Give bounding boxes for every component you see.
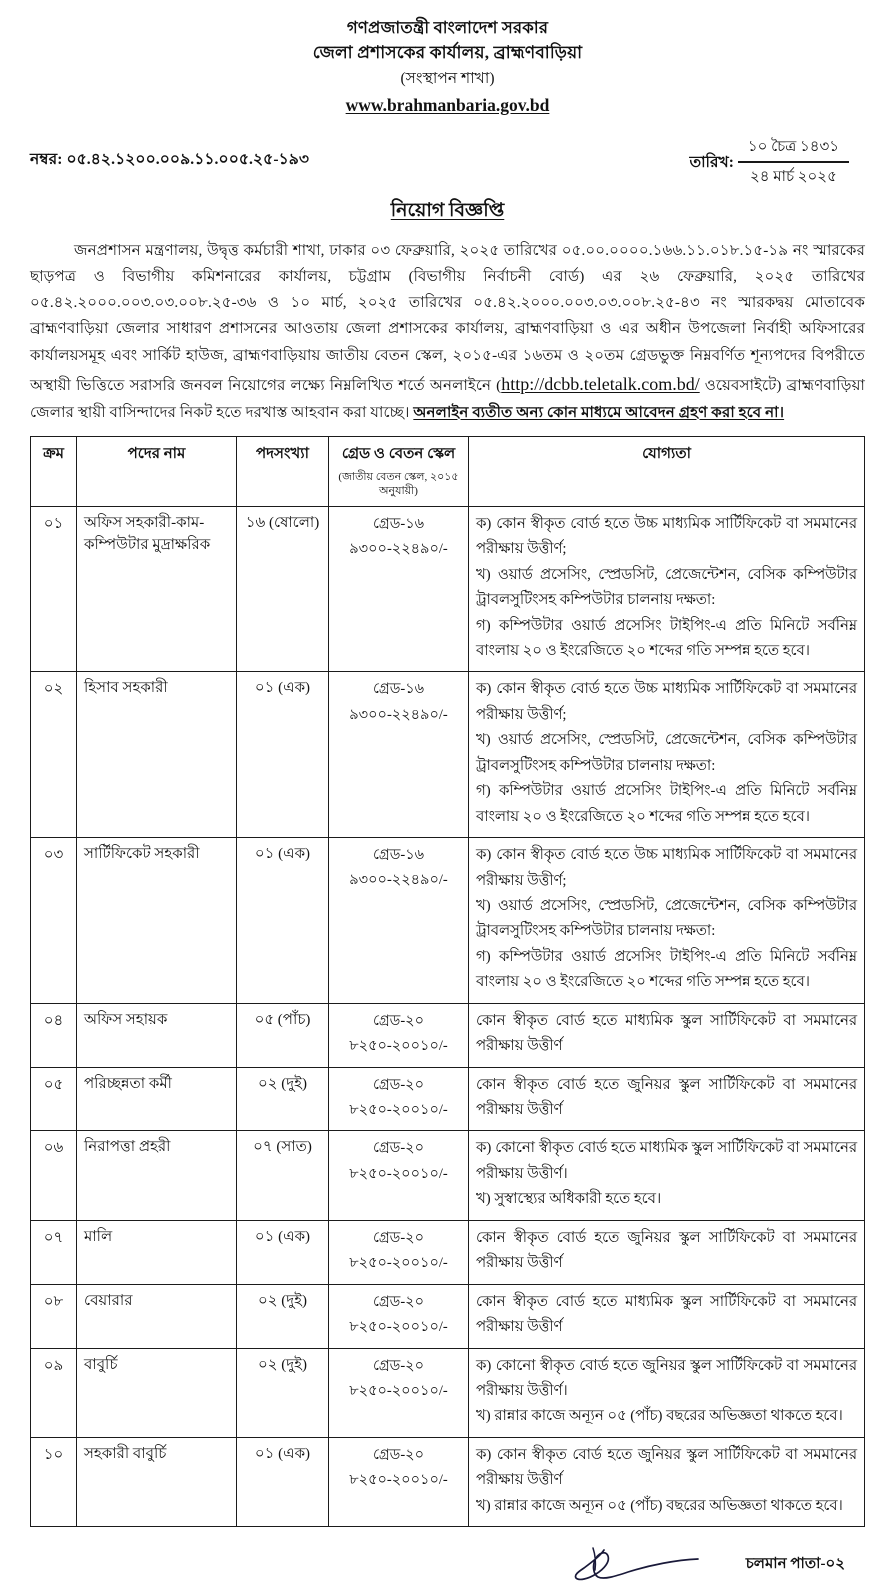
cell-post-name: বেয়ারার xyxy=(77,1284,237,1348)
salary-scale: ৮২৫০-২০০১০/- xyxy=(349,1319,448,1335)
qualification-item: খ) ওয়ার্ড প্রসেসিং, স্প্রেডসিট, প্রেজেন্টেশন, বেসিক কম্পিউটার ট্রাবলসুটিংসহ কম্পিউটার চালনায় দক্ষতা: xyxy=(476,732,857,774)
table-row xyxy=(31,1437,865,1526)
cell-grade xyxy=(329,506,469,672)
grade-name: গ্রেড-২০ xyxy=(372,1293,425,1310)
qualification-item: কোন স্বীকৃত বোর্ড হতে জুনিয়র স্কুল সার্টিফিকেট বা সমমানের পরীক্ষায় উত্তীর্ণ xyxy=(476,1076,857,1118)
cell-qualification xyxy=(469,1131,865,1220)
grade-name: গ্রেড-১৬ xyxy=(372,515,425,532)
salary-scale: ৮২৫০-২০০১০/- xyxy=(349,1101,448,1118)
cell-sl: ০৯ xyxy=(31,1348,77,1437)
cell-post-name: অফিস সহায়ক xyxy=(77,1003,237,1067)
cell-sl: ০৬ xyxy=(31,1131,77,1220)
cell-grade xyxy=(329,1003,469,1067)
grade-name: গ্রেড-২০ xyxy=(372,1012,425,1029)
salary-scale: ৮২৫০-২০০১০/- xyxy=(349,1165,448,1182)
cell-post-count: ০২ (দুই) xyxy=(237,1067,329,1131)
salary-scale: ৮২৫০-২০০১০/- xyxy=(349,1382,448,1399)
table-row xyxy=(31,1067,865,1131)
qualification-item: গ) কম্পিউটার ওয়ার্ড প্রসেসিং টাইপিং-এ প্রতি মিনিটে সর্বনিম্ন বাংলায় ২০ ও ইংরেজিতে ২০ শব্দের গতি সম্পন্ন হতে হবে। xyxy=(476,948,857,991)
qualification-item: ক) কোনো স্বীকৃত বোর্ড হতে মাধ্যমিক স্কুল সার্টিফিকেট বা সমমানের পরীক্ষায় উত্তীর্ণ। xyxy=(476,1140,857,1182)
header-grade-sub: (জাতীয় বেতন স্কেল, ২০১৫ অনুযায়ী) xyxy=(338,470,459,498)
continued-label: চলমান পাতা-০২ xyxy=(745,1555,845,1572)
header-grade xyxy=(329,436,469,506)
salary-scale: ৮২৫০-২০০১০/- xyxy=(349,1472,448,1489)
qualification-item: কোন স্বীকৃত বোর্ড হতে জুনিয়র স্কুল সার্টিফিকেট বা সমমানের পরীক্ষায় উত্তীর্ণ xyxy=(476,1229,857,1272)
cell-sl: ০৩ xyxy=(31,838,77,1004)
cell-grade xyxy=(329,1437,469,1526)
cell-qualification xyxy=(469,1284,865,1348)
cell-grade xyxy=(329,1220,469,1284)
memo-row xyxy=(30,135,865,190)
salary-scale: ৯৩০০-২২৪৯০/- xyxy=(349,706,448,723)
cell-sl: ১০ xyxy=(31,1437,77,1526)
cell-qualification xyxy=(469,1348,865,1437)
grade-name: গ্রেড-২০ xyxy=(372,1229,425,1246)
header-grade-main: গ্রেড ও বেতন স্কেল xyxy=(341,445,456,462)
notice-body xyxy=(30,238,865,426)
office-name: জেলা প্রশাসকের কার্যালয়, ব্রাহ্মণবাড়িয়া xyxy=(312,43,583,63)
cell-sl: ০৫ xyxy=(31,1067,77,1131)
cell-post-name: বাবুর্চি xyxy=(77,1348,237,1437)
table-row xyxy=(31,1284,865,1348)
header-post-name: পদের নাম xyxy=(77,436,237,506)
qualification-item: ক) কোন স্বীকৃত বোর্ড হতে জুনিয়র স্কুল সার্টিফিকেট বা সমমানের পরীক্ষায় উত্তীর্ণ xyxy=(476,1446,857,1489)
table-row xyxy=(31,1003,865,1067)
grade-name: গ্রেড-২০ xyxy=(372,1357,425,1374)
cell-sl: ০৪ xyxy=(31,1003,77,1067)
cell-grade xyxy=(329,1067,469,1131)
table-row xyxy=(31,506,865,672)
table-row xyxy=(31,672,865,838)
cell-qualification xyxy=(469,1220,865,1284)
cell-post-count: ১৬ (ষোলো) xyxy=(237,506,329,672)
qualification-item: ক) কোন স্বীকৃত বোর্ড হতে উচ্চ মাধ্যমিক সার্টিফিকেট বা সমমানের পরীক্ষায় উত্তীর্ণ; xyxy=(476,515,857,558)
cell-grade xyxy=(329,1348,469,1437)
table-row xyxy=(31,1348,865,1437)
table-row xyxy=(31,1220,865,1284)
qualification-item: ক) কোন স্বীকৃত বোর্ড হতে উচ্চ মাধ্যমিক সার্টিফিকেট বা সমমানের পরীক্ষায় উত্তীর্ণ; xyxy=(476,681,857,723)
vacancy-table xyxy=(30,436,865,1527)
header-qualification: যোগ্যতা xyxy=(469,436,865,506)
qualification-item: খ) সুস্বাস্থ্যের অধিকারী হতে হবে। xyxy=(476,1191,662,1208)
qualification-item: খ) রান্নার কাজে অন্যূন ০৫ (পাঁচ) বছরের অভিজ্ঞতা থাকতে হবে। xyxy=(476,1497,843,1514)
date-bengali: ১০ চৈত্র ১৪৩১ xyxy=(747,139,839,156)
table-header-row xyxy=(31,436,865,506)
salary-scale: ৯৩০০-২২৪৯০/- xyxy=(349,872,448,889)
qualification-item: গ) কম্পিউটার ওয়ার্ড প্রসেসিং টাইপিং-এ প্রতি মিনিটে সর্বনিম্ন বাংলায় ২০ ও ইংরেজিতে ২০ শব্দের গতি সম্পন্ন হতে হবে। xyxy=(476,617,857,659)
cell-qualification xyxy=(469,838,865,1004)
page-footer xyxy=(30,1537,865,1593)
cell-grade xyxy=(329,1284,469,1348)
body-part-2: ওয়েবসাইটে) ব্রাহ্মণবাড়িয়া জেলার স্থায়ী বাসিন্দাদের নিকট হতে দরখাস্ত আহবান করা যাচ্ছে। xyxy=(30,376,865,421)
qualification-item: খ) রান্নার কাজে অন্যূন ০৫ (পাঁচ) বছরের অভিজ্ঞতা থাকতে হবে। xyxy=(476,1408,843,1425)
application-url[interactable]: http://dcbb.teletalk.com.bd/ xyxy=(501,373,700,394)
qualification-item: খ) ওয়ার্ড প্রসেসিং, স্প্রেডসিট, প্রেজেন্টেশন, বেসিক কম্পিউটার ট্রাবলসুটিংসহ কম্পিউটার চালনায় দক্ষতা: xyxy=(476,897,857,940)
qualification-item: কোন স্বীকৃত বোর্ড হতে মাধ্যমিক স্কুল সার্টিফিকেট বা সমমানের পরীক্ষায় উত্তীর্ণ xyxy=(476,1012,857,1055)
cell-post-name: হিসাব সহকারী xyxy=(77,672,237,838)
cell-post-count: ০২ (দুই) xyxy=(237,1348,329,1437)
table-row xyxy=(31,838,865,1004)
cell-qualification xyxy=(469,672,865,838)
date-block xyxy=(689,135,865,190)
cell-post-count: ০৫ (পাঁচ) xyxy=(237,1003,329,1067)
page-title: নিয়োগ বিজ্ঞপ্তি xyxy=(390,199,505,221)
header-post-count: পদসংখ্যা xyxy=(237,436,329,506)
cell-post-count: ০১ (এক) xyxy=(237,1220,329,1284)
website-link[interactable]: www.brahmanbaria.gov.bd xyxy=(345,94,550,115)
date-label: তারিখ: xyxy=(689,153,734,171)
qualification-item: খ) ওয়ার্ড প্রসেসিং, স্প্রেডসিট, প্রেজেন্টেশন, বেসিক কম্পিউটার ট্রাবলসুটিংসহ কম্পিউটার চালনায় দক্ষতা: xyxy=(476,566,857,609)
grade-name: গ্রেড-২০ xyxy=(372,1446,425,1463)
cell-qualification xyxy=(469,1067,865,1131)
vacancy-table-body xyxy=(31,506,865,1526)
cell-qualification xyxy=(469,1003,865,1067)
salary-scale: ৮২৫০-২০০১০/- xyxy=(349,1038,448,1055)
cell-grade xyxy=(329,838,469,1004)
grade-name: গ্রেড-১৬ xyxy=(372,681,425,698)
cell-post-count: ০১ (এক) xyxy=(237,838,329,1004)
date-english: ২৪ মার্চ ২০২৫ xyxy=(750,168,837,185)
qualification-item: ক) কোন স্বীকৃত বোর্ড হতে উচ্চ মাধ্যমিক সার্টিফিকেট বা সমমানের পরীক্ষায় উত্তীর্ণ; xyxy=(476,847,857,889)
cell-qualification xyxy=(469,1437,865,1526)
cell-post-count: ০১ (এক) xyxy=(237,1437,329,1526)
cell-sl: ০৮ xyxy=(31,1284,77,1348)
cell-post-count: ০২ (দুই) xyxy=(237,1284,329,1348)
cell-grade xyxy=(329,672,469,838)
cell-post-name: নিরাপত্তা প্রহরী xyxy=(77,1131,237,1220)
cell-sl: ০২ xyxy=(31,672,77,838)
grade-name: গ্রেড-২০ xyxy=(372,1076,425,1093)
cell-post-name: সহকারী বাবুর্চি xyxy=(77,1437,237,1526)
memo-number: নম্বর: ০৫.৪২.১২০০.০০৯.১১.০০৫.২৫-১৯৩ xyxy=(30,151,310,169)
qualification-item: ক) কোনো স্বীকৃত বোর্ড হতে জুনিয়র স্কুল সার্টিফিকেট বা সমমানের পরীক্ষায় উত্তীর্ণ। xyxy=(476,1357,857,1399)
cell-post-name: পরিচ্ছন্নতা কর্মী xyxy=(77,1067,237,1131)
grade-name: গ্রেড-১৬ xyxy=(372,847,425,864)
qualification-item: গ) কম্পিউটার ওয়ার্ড প্রসেসিং টাইপিং-এ প্রতি মিনিটে সর্বনিম্ন বাংলায় ২০ ও ইংরেজিতে ২০ শব্দের গতি সম্পন্ন হতে হবে। xyxy=(476,783,857,825)
letterhead xyxy=(30,16,865,117)
cell-post-name: মালি xyxy=(77,1220,237,1284)
cell-qualification xyxy=(469,506,865,672)
salary-scale: ৮২৫০-২০০১০/- xyxy=(349,1255,448,1272)
cell-sl: ০৭ xyxy=(31,1220,77,1284)
header-sl: ক্রম xyxy=(31,436,77,506)
online-only-notice: অনলাইন ব্যতীত অন্য কোন মাধ্যমে আবেদন গ্রহণ করা হবে না। xyxy=(413,403,785,421)
cell-post-count: ০৭ (সাত) xyxy=(237,1131,329,1220)
cell-sl: ০১ xyxy=(31,506,77,672)
body-part-1: জনপ্রশাসন মন্ত্রণালয়, উদ্বৃত্ত কর্মচারী শাখা, ঢাকার ০৩ ফেব্রুয়ারি, ২০২৫ তারিখের ০৫.০০.০০০০.১৬৬.১১.০১৮.১৫-১৯ নং স্মারকের ছাড়পত্র ও বিভাগীয় কমিশনারের কার্যালয়, চট্টগ্রাম (বিভাগীয় নির্বাচনী বোর্ড) এর ২৬ ফেব্রুয়ারি, ২০২৫ তারিখের ০৫.৪২.২০০০.০০৩.০৩.০০৮.২৫-৩৬ ও ১০ মার্চ, ২০২৫ তারিখের ০৫.৪২.২০০০.০০৩.০৩.০০৮.২৫-৪৩ নং স্মারকদ্বয় মোতাবেক ব্রাহ্মণবাড়িয়া জেলার সাধারণ প্রশাসনের আওতায় জেলা প্রশাসকের কার্যালয়, ব্রাহ্মণবাড়িয়া ও এর অধীন উপজেলা নির্বাহী অফিসারের কার্যালয়সমূহ এবং সার্কিট হাউজ, ব্রাহ্মণবাড়িয়ায় জাতীয় বেতন স্কেল, ২০১৫-এর ১৬তম ও ২০তম গ্রেডভুক্ত নিম্নবর্ণিত শূন্যপদের বিপরীতে অস্থায়ী ভিত্তিতে সরাসরি জনবল নিয়োগের লক্ষ্যে নিম্নলিখিত শর্তে অনলাইনে ( xyxy=(30,241,865,394)
cell-post-name: সার্টিফিকেট সহকারী xyxy=(77,838,237,1004)
signature-icon xyxy=(546,1542,736,1588)
branch-name: (সংস্থাপন শাখা) xyxy=(400,69,495,87)
cell-grade xyxy=(329,1131,469,1220)
cell-post-name: অফিস সহকারী-কাম-কম্পিউটার মুদ্রাক্ষরিক xyxy=(77,506,237,672)
table-row xyxy=(31,1131,865,1220)
cell-post-count: ০১ (এক) xyxy=(237,672,329,838)
date-stack xyxy=(738,135,849,190)
qualification-item: কোন স্বীকৃত বোর্ড হতে মাধ্যমিক স্কুল সার্টিফিকেট বা সমমানের পরীক্ষায় উত্তীর্ণ xyxy=(476,1293,857,1336)
salary-scale: ৯৩০০-২২৪৯০/- xyxy=(349,541,448,558)
grade-name: গ্রেড-২০ xyxy=(372,1140,425,1157)
government-name: গণপ্রজাতন্ত্রী বাংলাদেশ সরকার xyxy=(346,18,549,37)
